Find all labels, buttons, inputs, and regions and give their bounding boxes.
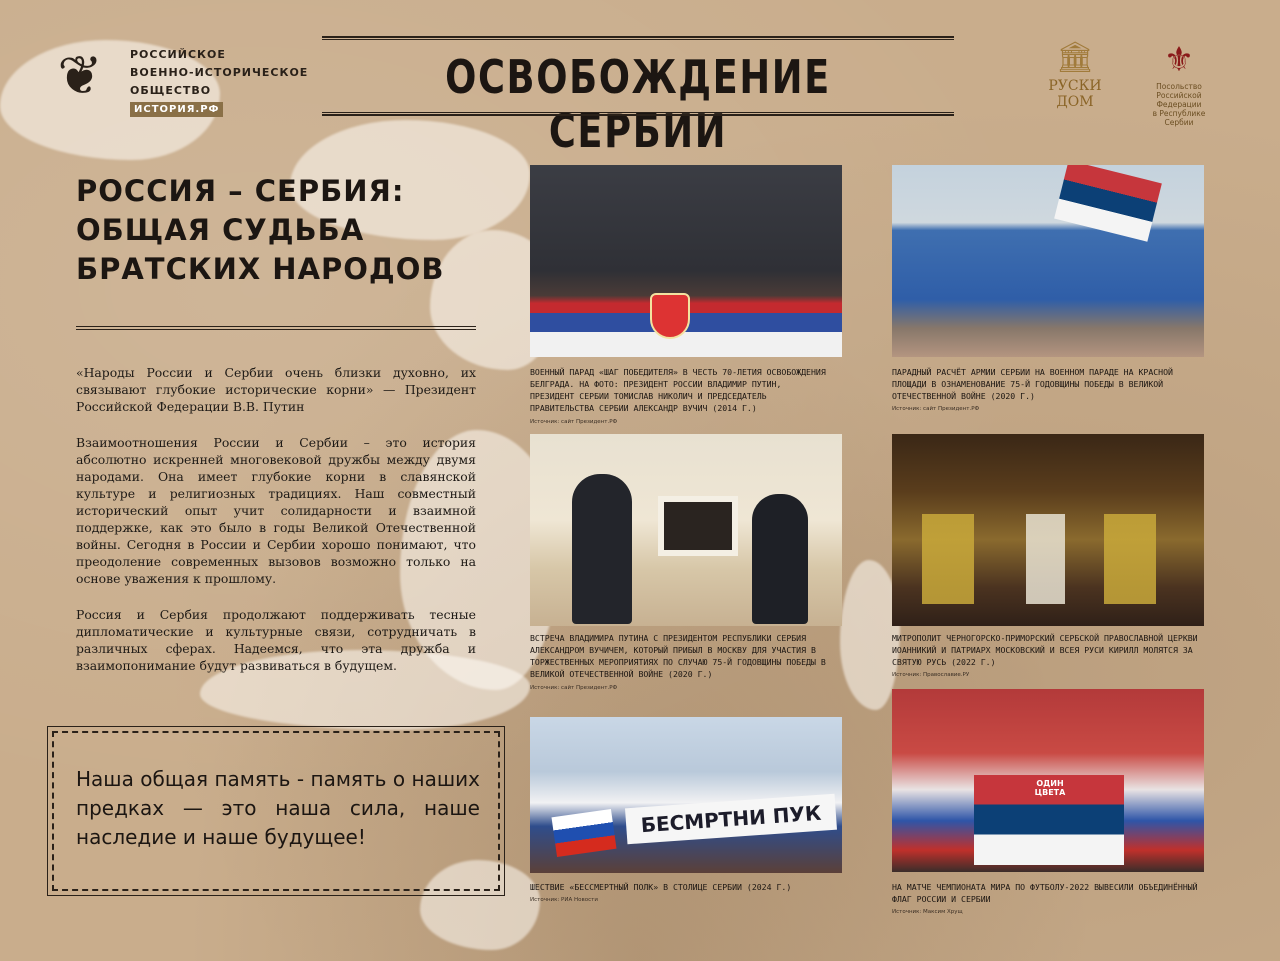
serbian-flag-coat-of-arms [650,293,690,339]
org-line: ВОЕННО-ИСТОРИЧЕСКОЕ [130,66,309,79]
heading-line: РОССИЯ – СЕРБИЯ: [76,174,405,208]
photo-immortal-regiment-belgrade [530,717,842,873]
photo-world-cup-fans [892,689,1204,872]
clergy-figures [922,514,1182,604]
double-headed-eagle-icon: ❦ [57,43,103,107]
body-paragraph: Взаимоотношения России и Сербии – это история абсолютно искренней многовековой дружбы между двумя народами. Она имеет глубокие корни в славянской культуре и религиозных традициях. Наш совместный исторический опыт учит солидарности и взаимной поддержке, как это было в годы Великой Отечественной войны. Сегодня в России и Сербии хорошо понимают, что преодоление современных вызовов возможно только на основе уважения к прошлому. [76,435,476,586]
intro-quote-paragraph: «Народы России и Сербии очень близки духовно, их связывают глубокие исторические корни» — Президент Российской Федерации В.В. Путин [76,365,476,414]
ruski-dom-line: ДОМ [1056,94,1094,110]
embassy-line: в Республике Сербии [1152,109,1206,127]
photo-source: Источник: Максим Хрущ [892,909,963,915]
org-line: РОССИЙСКОЕ [130,48,226,61]
photo-red-square-parade [892,165,1204,357]
photo-source: Источник: Православие.РУ [892,672,970,678]
embassy-line: Российской Федерации [1156,91,1202,109]
photo-caption: ШЕСТВИЕ «БЕССМЕРТНЫЙ ПОЛК» В СТОЛИЦЕ СЕРБИИ (2024 Г.) [530,882,792,892]
ruski-dom-line: РУСКИ [1048,78,1102,94]
embassy-logo [1138,38,1220,127]
org-name [130,46,308,118]
serbian-flag [1054,165,1162,242]
section-heading [76,172,496,289]
fireplace [658,496,738,556]
title-rule [322,36,954,40]
body-paragraph: Россия и Сербия продолжают поддерживать тесные дипломатические и культурные связи, сотрудничать в различных сферах. Надеемся, что эта дружба и взаимопонимание будут развиваться в будущем. [76,607,476,673]
heading-divider [76,326,476,330]
heading-line: ОБЩАЯ СУДЬБА [76,213,365,247]
closing-quote: Наша общая память - память о наших предках — это наша сила, наше наследие и наше будущее! [76,767,480,849]
embassy-line: Посольство [1156,82,1202,91]
map-splash [840,560,900,710]
person-left [572,474,632,624]
org-site: ИСТОРИЯ.РФ [130,102,223,117]
photo-church-service [892,434,1204,626]
coat-of-arms-icon: ⚜ [1163,40,1195,80]
org-block [44,36,308,118]
title-banner [322,36,954,158]
march-banner: БЕСМРТНИ ПУК [625,794,837,845]
photo-source: Источник: РИА Новости [530,897,598,903]
photo-caption: НА МАТЧЕ ЧЕМПИОНАТА МИРА ПО ФУТБОЛУ-2022 ВЫВЕСИЛИ ОБЪЕДИНЁННЫЙ ФЛАГ РОССИИ И СЕРБИИ [892,882,1198,904]
flag-banner-text: ОДИН ЦВЕТА [1034,779,1066,797]
org-line: ОБЩЕСТВО [130,84,212,97]
building-icon: 🏛 [1055,40,1095,75]
title-rule [322,112,954,116]
photo-parade-belgrade [530,165,842,357]
photo-source: Источник: сайт Президент.РФ [892,406,980,412]
page-title: ОСВОБОЖДЕНИЕ СЕРБИИ [445,50,831,158]
ruski-dom-logo [1030,38,1120,110]
photo-putin-vucic-meeting [530,434,842,626]
photo-source: Источник: сайт Президент.РФ [530,685,618,691]
quote-box [52,731,500,891]
russian-flag [552,809,617,857]
person-right [752,494,808,624]
photo-caption: ВОЕННЫЙ ПАРАД «ШАГ ПОБЕДИТЕЛЯ» В ЧЕСТЬ 70-ЛЕТИЯ ОСВОБОЖДЕНИЯ БЕЛГРАДА. НА ФОТО: ПРЕЗИДЕНТ РОССИИ ВЛАДИМИР ПУТИН, ПРЕЗИДЕНТ СЕРБИИ ТОМИСЛАВ НИКОЛИЧ И ПРЕДСЕДАТЕЛЬ ПРАВИТЕЛЬСТВА СЕРБИИ АЛЕКСАНДР ВУЧИЧ (2014 Г.) [530,367,826,413]
photo-caption: МИТРОПОЛИТ ЧЕРНОГОРСКО-ПРИМОРСКИЙ СЕРБСКОЙ ПРАВОСЛАВНОЙ ЦЕРКВИ ИОАННИКИЙ И ПАТРИАРХ МОСКОВСКИЙ И ВСЕЯ РУСИ КИРИЛЛ МОЛЯТСЯ ЗА СВЯТУЮ РУСЬ (2022 Г.) [892,633,1198,667]
heading-line: БРАТСКИХ НАРОДОВ [76,252,445,286]
photo-source: Источник: сайт Президент.РФ [530,419,618,425]
photo-caption: ПАРАДНЫЙ РАСЧЁТ АРМИИ СЕРБИИ НА ВОЕННОМ ПАРАДЕ НА КРАСНОЙ ПЛОЩАДИ В ОЗНАМЕНОВАНИЕ 75-Й ГОДОВЩИНЫ ПОБЕДЫ В ВЕЛИКОЙ ОТЕЧЕСТВЕННОЙ ВОЙНЕ (2020 Г.) [892,367,1173,401]
photo-caption: ВСТРЕЧА ВЛАДИМИРА ПУТИНА С ПРЕЗИДЕНТОМ РЕСПУБЛИКИ СЕРБИЯ АЛЕКСАНДРОМ ВУЧИЧЕМ, КОТОРЫЙ ПРИБЫЛ В МОСКВУ ДЛЯ УЧАСТИЯ В ТОРЖЕСТВЕННЫХ МЕРОПРИЯТИЯХ ПО СЛУЧАЮ 75-Й ГОДОВЩИНЫ ПОБЕДЫ В ВЕЛИКОЙ ОТЕЧЕСТВЕННОЙ ВОЙНЕ (2020 Г.) [530,633,826,679]
